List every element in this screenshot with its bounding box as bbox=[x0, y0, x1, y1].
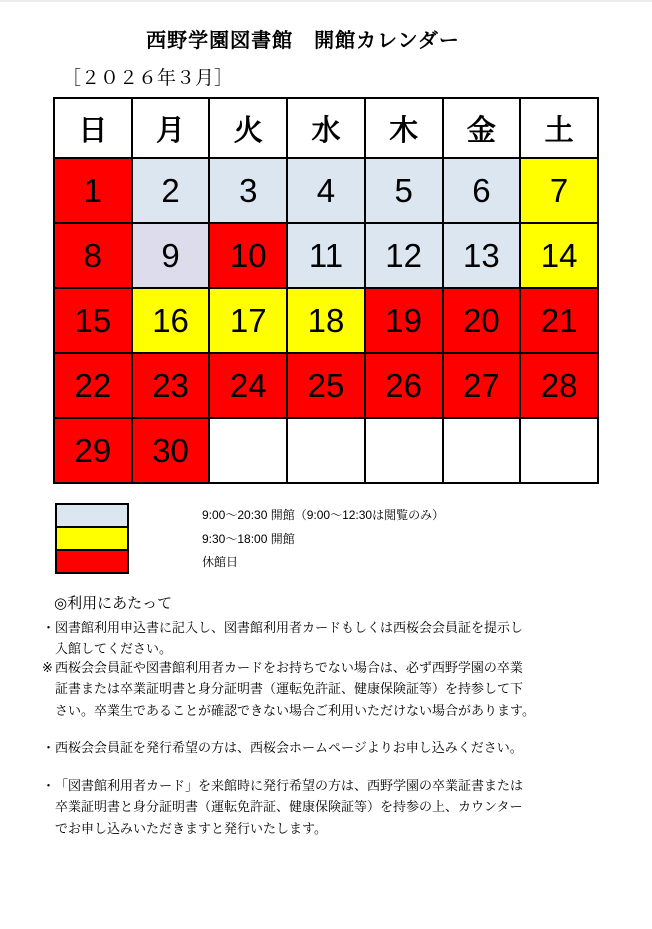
legend-swatch-closed bbox=[57, 549, 127, 572]
calendar-empty-cell bbox=[209, 418, 287, 483]
weekday-header: 木 bbox=[365, 98, 443, 158]
note-line: 図書館利用申込書に記入し、図書館利用者カードもしくは西桜会会員証を提示し bbox=[55, 619, 524, 635]
calendar-day-cell: 22 bbox=[54, 353, 132, 418]
note-bullet: ・ bbox=[42, 777, 56, 793]
calendar-empty-cell bbox=[443, 418, 521, 483]
note-line: 入館してください。 bbox=[55, 641, 173, 656]
calendar-day-cell: 18 bbox=[287, 288, 365, 353]
weekday-header: 金 bbox=[443, 98, 521, 158]
calendar-week-row bbox=[54, 353, 598, 418]
calendar-week-row bbox=[54, 158, 598, 223]
calendar-day-cell: 5 bbox=[365, 158, 443, 223]
calendar-empty-cell bbox=[287, 418, 365, 483]
calendar-day-cell: 14 bbox=[520, 223, 598, 288]
note-line: 西桜会会員証を発行希望の方は、西桜会ホームページよりお申し込みください。 bbox=[55, 740, 523, 755]
weekday-header: 月 bbox=[132, 98, 210, 158]
calendar-empty-cell bbox=[365, 418, 443, 483]
usage-notes bbox=[42, 592, 652, 840]
note-line: さい。卒業生であることが確認できない場合ご利用いただけない場合があります。 bbox=[55, 702, 535, 718]
calendar-day-cell: 6 bbox=[443, 158, 521, 223]
calendar-day-cell: 15 bbox=[54, 288, 132, 353]
note-bullet: ※ bbox=[42, 659, 53, 675]
legend-label: 9:30～18:00 開館 bbox=[202, 531, 295, 546]
calendar-day-cell: 26 bbox=[365, 353, 443, 418]
calendar-day-cell: 30 bbox=[132, 418, 210, 483]
calendar-month-label: ［２０２６年３月］ bbox=[62, 68, 234, 89]
calendar-day-cell: 8 bbox=[54, 223, 132, 288]
note-paragraph bbox=[42, 657, 652, 722]
note-paragraph-lines bbox=[55, 775, 523, 840]
calendar-day-cell: 13 bbox=[443, 223, 521, 288]
usage-notes-paragraphs bbox=[42, 617, 652, 840]
note-bullet: ・ bbox=[42, 740, 56, 755]
calendar-day-cell: 24 bbox=[209, 353, 287, 418]
calendar-day-cell: 29 bbox=[54, 418, 132, 483]
note-line: 卒業証明書と身分証明書（運転免許証、健康保険証等）を持参の上、カウンター bbox=[55, 799, 523, 814]
usage-notes-heading: ◎利用にあたって bbox=[54, 594, 173, 612]
legend-swatch-open bbox=[57, 505, 127, 526]
calendar-empty-cell bbox=[520, 418, 598, 483]
note-paragraph bbox=[42, 775, 652, 840]
calendar-day-cell: 27 bbox=[443, 353, 521, 418]
calendar-day-cell: 28 bbox=[520, 353, 598, 418]
legend-swatch-short bbox=[57, 526, 127, 549]
calendar-day-cell: 12 bbox=[365, 223, 443, 288]
calendar-week-row bbox=[54, 288, 598, 353]
note-paragraph bbox=[42, 617, 652, 660]
calendar-day-cell: 25 bbox=[287, 353, 365, 418]
note-paragraph-lines bbox=[55, 657, 535, 722]
note-line: 証書または卒業証明書と身分証明書（運転免許証、健康保険証等）を持参して下 bbox=[55, 681, 524, 696]
legend-labels bbox=[202, 504, 444, 575]
calendar-day-cell: 11 bbox=[287, 223, 365, 288]
note-line: 「図書館利用者カード」を来館時に発行希望の方は、西野学園の卒業証書または bbox=[55, 777, 524, 793]
calendar-day-cell: 4 bbox=[287, 158, 365, 223]
calendar-day-cell: 23 bbox=[132, 353, 210, 418]
calendar-day-cell: 9 bbox=[132, 223, 210, 288]
calendar-day-cell: 20 bbox=[443, 288, 521, 353]
calendar-day-cell: 2 bbox=[132, 158, 210, 223]
note-paragraph bbox=[42, 737, 652, 759]
calendar-day-cell: 3 bbox=[209, 158, 287, 223]
legend bbox=[55, 503, 652, 575]
calendar-week-row bbox=[54, 418, 598, 483]
note-paragraph-lines bbox=[55, 737, 523, 759]
legend-label: 9:00～20:30 開館（9:00～12:30は閲覧のみ） bbox=[202, 508, 445, 522]
weekday-header: 水 bbox=[287, 98, 365, 158]
note-paragraph-lines bbox=[55, 617, 523, 660]
weekday-header: 火 bbox=[209, 98, 287, 158]
legend-label: 休館日 bbox=[202, 555, 239, 569]
calendar-day-cell: 17 bbox=[209, 288, 287, 353]
note-line: でお申し込みいただきますと発行いたします。 bbox=[55, 820, 327, 836]
calendar-day-cell: 19 bbox=[365, 288, 443, 353]
note-line: 西桜会会員証や図書館利用者カードをお持ちでない場合は、必ず西野学園の卒業 bbox=[55, 659, 523, 675]
page-title: 西野学園図書館 開館カレンダー bbox=[146, 30, 460, 52]
calendar-day-cell: 7 bbox=[520, 158, 598, 223]
weekday-header: 日 bbox=[54, 98, 132, 158]
calendar-day-cell: 21 bbox=[520, 288, 598, 353]
weekday-header: 土 bbox=[520, 98, 598, 158]
calendar-week-row bbox=[54, 223, 598, 288]
calendar-day-cell: 16 bbox=[132, 288, 210, 353]
calendar-day-cell: 10 bbox=[209, 223, 287, 288]
note-bullet: ・ bbox=[42, 619, 56, 635]
calendar-day-cell: 1 bbox=[54, 158, 132, 223]
legend-swatches bbox=[55, 503, 129, 574]
page-top-divider bbox=[0, 0, 652, 2]
calendar-table bbox=[53, 97, 599, 484]
calendar-weekday-header-row bbox=[54, 98, 598, 158]
